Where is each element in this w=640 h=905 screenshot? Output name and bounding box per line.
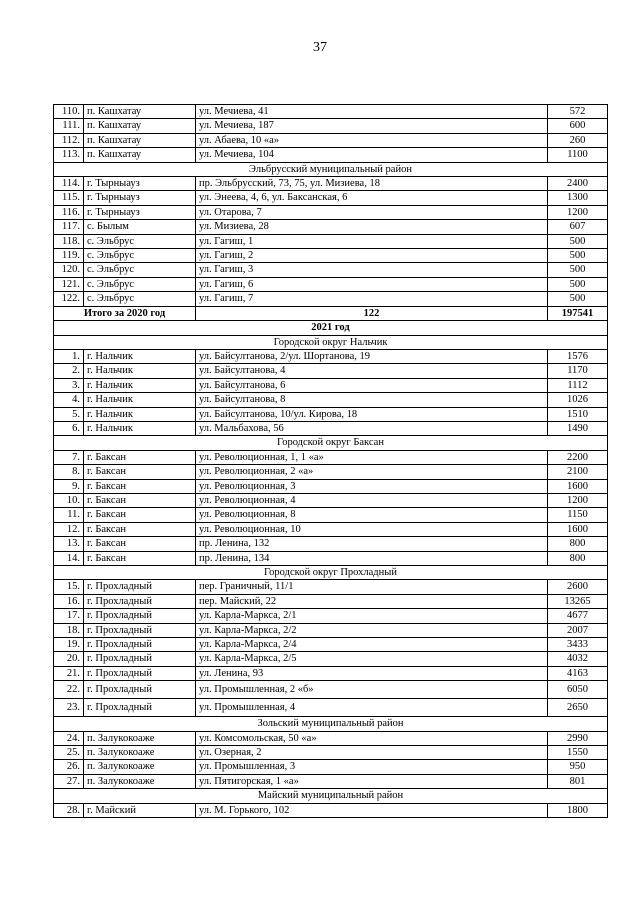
row-address: ул. Ленина, 93 [196, 666, 548, 680]
row-address: ул. Энеева, 4, 6, ул. Баксанская, 6 [196, 191, 548, 205]
row-address: ул. Революционная, 2 «а» [196, 465, 548, 479]
row-settlement: г. Прохладный [84, 580, 196, 594]
row-area: 1510 [548, 407, 608, 421]
table-row [54, 249, 608, 263]
row-address: ул. Гагиш, 7 [196, 292, 548, 306]
row-settlement: г. Нальчик [84, 378, 196, 392]
row-address: ул. Революционная, 10 [196, 522, 548, 536]
table-row [54, 407, 608, 421]
land-plots-table-body [54, 105, 608, 818]
row-area: 1100 [548, 148, 608, 162]
row-settlement: г. Прохладный [84, 638, 196, 652]
row-area: 4032 [548, 652, 608, 666]
row-area: 572 [548, 105, 608, 119]
row-area: 1600 [548, 479, 608, 493]
row-address: ул. Абаева, 10 «а» [196, 133, 548, 147]
row-number: 114. [54, 177, 84, 191]
row-address: ул. Гагиш, 1 [196, 234, 548, 248]
row-area: 2650 [548, 699, 608, 717]
row-number: 16. [54, 594, 84, 608]
row-number: 10. [54, 493, 84, 507]
row-area: 1600 [548, 522, 608, 536]
year-title-2021: 2021 год [54, 321, 608, 335]
section-title-elbrus: Эльбрусский муниципальный район [54, 162, 608, 176]
total-count: 122 [196, 306, 548, 320]
row-settlement: с. Эльбрус [84, 263, 196, 277]
table-row [54, 378, 608, 392]
row-area: 13265 [548, 594, 608, 608]
row-area: 800 [548, 537, 608, 551]
row-number: 118. [54, 234, 84, 248]
table-row [54, 133, 608, 147]
row-settlement: с. Эльбрус [84, 292, 196, 306]
row-settlement: г. Баксан [84, 508, 196, 522]
table-row [54, 465, 608, 479]
table-row [54, 803, 608, 817]
row-number: 15. [54, 580, 84, 594]
row-settlement: г. Прохладный [84, 594, 196, 608]
row-number: 112. [54, 133, 84, 147]
row-area: 500 [548, 234, 608, 248]
row-settlement: г. Тырныауз [84, 177, 196, 191]
table-row [54, 220, 608, 234]
year-header-row [54, 321, 608, 335]
row-address: ул. Карла-Маркса, 2/4 [196, 638, 548, 652]
row-number: 121. [54, 277, 84, 291]
total-label: Итого за 2020 год [54, 306, 196, 320]
row-number: 117. [54, 220, 84, 234]
section-title-maysky: Майский муниципальный район [54, 789, 608, 803]
table-row [54, 479, 608, 493]
row-area: 2007 [548, 623, 608, 637]
row-area: 3433 [548, 638, 608, 652]
row-settlement: с. Эльбрус [84, 277, 196, 291]
row-settlement: г. Тырныауз [84, 191, 196, 205]
row-address: ул. Революционная, 3 [196, 479, 548, 493]
row-area: 500 [548, 249, 608, 263]
row-number: 20. [54, 652, 84, 666]
table-row [54, 364, 608, 378]
row-area: 2600 [548, 580, 608, 594]
row-area: 1200 [548, 493, 608, 507]
row-area: 1170 [548, 364, 608, 378]
table-row [54, 638, 608, 652]
row-area: 801 [548, 774, 608, 788]
row-number: 4. [54, 393, 84, 407]
total-row-2020 [54, 306, 608, 320]
row-settlement: г. Нальчик [84, 364, 196, 378]
table-row [54, 580, 608, 594]
row-settlement: г. Баксан [84, 450, 196, 464]
row-settlement: г. Тырныауз [84, 205, 196, 219]
row-settlement: с. Былым [84, 220, 196, 234]
row-address: ул. Мечиева, 104 [196, 148, 548, 162]
row-number: 110. [54, 105, 84, 119]
row-number: 116. [54, 205, 84, 219]
section-title-nalchik: Городской округ Нальчик [54, 335, 608, 349]
row-settlement: г. Прохладный [84, 681, 196, 699]
row-settlement: г. Нальчик [84, 349, 196, 363]
page-number: 37 [313, 40, 327, 55]
row-settlement: с. Эльбрус [84, 249, 196, 263]
row-number: 3. [54, 378, 84, 392]
row-number: 8. [54, 465, 84, 479]
section-title-zolsky: Зольский муниципальный район [54, 717, 608, 731]
row-area: 1550 [548, 746, 608, 760]
table-row [54, 681, 608, 699]
table-row [54, 746, 608, 760]
row-number: 24. [54, 731, 84, 745]
row-address: ул. Карла-Маркса, 2/1 [196, 609, 548, 623]
row-number: 1. [54, 349, 84, 363]
table-row [54, 148, 608, 162]
row-area: 607 [548, 220, 608, 234]
row-area: 1490 [548, 421, 608, 435]
row-settlement: г. Баксан [84, 551, 196, 565]
row-area: 500 [548, 292, 608, 306]
row-settlement: п. Залукокоаже [84, 746, 196, 760]
section-header-row [54, 335, 608, 349]
table-row [54, 393, 608, 407]
row-area: 4163 [548, 666, 608, 680]
row-number: 18. [54, 623, 84, 637]
row-number: 14. [54, 551, 84, 565]
row-number: 119. [54, 249, 84, 263]
row-number: 6. [54, 421, 84, 435]
row-address: ул. Революционная, 4 [196, 493, 548, 507]
table-row [54, 731, 608, 745]
row-number: 9. [54, 479, 84, 493]
row-address: ул. Комсомольская, 50 «а» [196, 731, 548, 745]
row-address: ул. Промышленная, 2 «б» [196, 681, 548, 699]
row-address: ул. Байсултанова, 10/ул. Кирова, 18 [196, 407, 548, 421]
row-settlement: п. Кашхатау [84, 148, 196, 162]
row-address: ул. Мальбахова, 56 [196, 421, 548, 435]
row-number: 122. [54, 292, 84, 306]
row-area: 500 [548, 263, 608, 277]
row-area: 1300 [548, 191, 608, 205]
row-number: 5. [54, 407, 84, 421]
table-row [54, 205, 608, 219]
row-number: 113. [54, 148, 84, 162]
row-address: ул. Байсултанова, 4 [196, 364, 548, 378]
row-settlement: с. Эльбрус [84, 234, 196, 248]
row-address: ул. Карла-Маркса, 2/2 [196, 623, 548, 637]
row-number: 11. [54, 508, 84, 522]
row-address: ул. Гагиш, 3 [196, 263, 548, 277]
row-settlement: п. Кашхатау [84, 119, 196, 133]
row-address: ул. Гагиш, 6 [196, 277, 548, 291]
row-area: 1026 [548, 393, 608, 407]
row-number: 21. [54, 666, 84, 680]
row-address: пр. Эльбрусский, 73, 75, ул. Мизиева, 18 [196, 177, 548, 191]
table-row [54, 594, 608, 608]
row-number: 22. [54, 681, 84, 699]
table-row [54, 234, 608, 248]
row-settlement: г. Баксан [84, 479, 196, 493]
row-number: 19. [54, 638, 84, 652]
row-address: ул. Байсултанова, 8 [196, 393, 548, 407]
row-area: 950 [548, 760, 608, 774]
row-address: ул. Революционная, 8 [196, 508, 548, 522]
table-row [54, 522, 608, 536]
table-row [54, 177, 608, 191]
section-header-row [54, 162, 608, 176]
row-address: ул. Отарова, 7 [196, 205, 548, 219]
table-row [54, 277, 608, 291]
land-plots-table [53, 104, 608, 818]
row-settlement: г. Прохладный [84, 652, 196, 666]
row-area: 2990 [548, 731, 608, 745]
row-address: ул. Байсултанова, 6 [196, 378, 548, 392]
row-number: 17. [54, 609, 84, 623]
table-row [54, 609, 608, 623]
table-row [54, 119, 608, 133]
row-area: 1800 [548, 803, 608, 817]
table-row [54, 551, 608, 565]
row-number: 115. [54, 191, 84, 205]
row-address: ул. Промышленная, 3 [196, 760, 548, 774]
section-header-row [54, 717, 608, 731]
row-number: 25. [54, 746, 84, 760]
table-row [54, 349, 608, 363]
row-number: 7. [54, 450, 84, 464]
row-settlement: г. Баксан [84, 537, 196, 551]
table-row [54, 191, 608, 205]
row-address: ул. Озерная, 2 [196, 746, 548, 760]
row-number: 26. [54, 760, 84, 774]
table-row [54, 263, 608, 277]
row-number: 120. [54, 263, 84, 277]
table-row [54, 537, 608, 551]
row-address: пр. Ленина, 132 [196, 537, 548, 551]
row-settlement: г. Баксан [84, 465, 196, 479]
row-settlement: п. Залукокоаже [84, 760, 196, 774]
row-settlement: г. Баксан [84, 493, 196, 507]
row-number: 13. [54, 537, 84, 551]
row-area: 1112 [548, 378, 608, 392]
row-settlement: г. Прохладный [84, 699, 196, 717]
row-area: 2100 [548, 465, 608, 479]
table-row [54, 623, 608, 637]
row-address: ул. Мечиева, 187 [196, 119, 548, 133]
table-row [54, 699, 608, 717]
table-row [54, 774, 608, 788]
row-area: 2400 [548, 177, 608, 191]
row-settlement: г. Нальчик [84, 421, 196, 435]
row-settlement: г. Майский [84, 803, 196, 817]
row-number: 111. [54, 119, 84, 133]
row-address: пер. Граничный, 11/1 [196, 580, 548, 594]
row-address: ул. Революционная, 1, 1 «а» [196, 450, 548, 464]
row-address: ул. М. Горького, 102 [196, 803, 548, 817]
row-area: 1576 [548, 349, 608, 363]
row-area: 500 [548, 277, 608, 291]
row-address: ул. Мечиева, 41 [196, 105, 548, 119]
row-settlement: п. Залукокоаже [84, 774, 196, 788]
table-row [54, 493, 608, 507]
table-row [54, 450, 608, 464]
row-address: ул. Пятигорская, 1 «а» [196, 774, 548, 788]
row-settlement: п. Залукокоаже [84, 731, 196, 745]
section-header-row [54, 566, 608, 580]
row-settlement: г. Нальчик [84, 407, 196, 421]
total-area: 197541 [548, 306, 608, 320]
section-title-prokhladny: Городской округ Прохладный [54, 566, 608, 580]
row-number: 12. [54, 522, 84, 536]
row-address: ул. Карла-Маркса, 2/5 [196, 652, 548, 666]
row-area: 4677 [548, 609, 608, 623]
table-row [54, 666, 608, 680]
row-area: 6050 [548, 681, 608, 699]
row-number: 2. [54, 364, 84, 378]
table-row [54, 105, 608, 119]
table-row [54, 508, 608, 522]
row-settlement: п. Кашхатау [84, 133, 196, 147]
row-address: ул. Промышленная, 4 [196, 699, 548, 717]
row-address: пр. Ленина, 134 [196, 551, 548, 565]
row-area: 2200 [548, 450, 608, 464]
row-settlement: п. Кашхатау [84, 105, 196, 119]
table-row [54, 760, 608, 774]
row-address: ул. Гагиш, 2 [196, 249, 548, 263]
row-settlement: г. Прохладный [84, 666, 196, 680]
row-number: 23. [54, 699, 84, 717]
row-number: 27. [54, 774, 84, 788]
table-row [54, 652, 608, 666]
row-address: пер. Майский, 22 [196, 594, 548, 608]
row-settlement: г. Баксан [84, 522, 196, 536]
row-area: 1200 [548, 205, 608, 219]
row-address: ул. Байсултанова, 2/ул. Шортанова, 19 [196, 349, 548, 363]
row-address: ул. Мизиева, 28 [196, 220, 548, 234]
table-row [54, 292, 608, 306]
section-header-row [54, 436, 608, 450]
row-area: 800 [548, 551, 608, 565]
row-settlement: г. Нальчик [84, 393, 196, 407]
section-title-baksan: Городской округ Баксан [54, 436, 608, 450]
row-settlement: г. Прохладный [84, 609, 196, 623]
row-area: 600 [548, 119, 608, 133]
section-header-row [54, 789, 608, 803]
table-row [54, 421, 608, 435]
row-area: 1150 [548, 508, 608, 522]
row-number: 28. [54, 803, 84, 817]
row-settlement: г. Прохладный [84, 623, 196, 637]
row-area: 260 [548, 133, 608, 147]
